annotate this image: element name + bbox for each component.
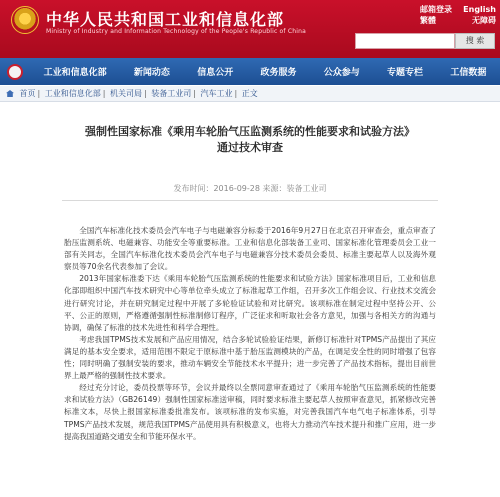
site-header	[0, 0, 500, 58]
main-nav	[0, 58, 500, 85]
article-paragraph: 全国汽车标准化技术委员会汽车电子与电磁兼容分标委于2016年9月27日在北京召开审查会，重点审查了胎压监测系统、电磁兼容、功能安全等重要标准。工业和信息化部装备工业司、国家标准化管理委员会工业一部有关同志，全国汽车标准化技术委员会汽车电子与电磁兼容分技术委员会委员、标准主要起草人以及海外观察员等70余名代表参加了会议。	[64, 226, 436, 272]
breadcrumb-separator: |	[37, 89, 41, 98]
nav-item-news[interactable]: 新闻动态	[133, 68, 170, 78]
breadcrumb-current: 正文	[241, 89, 258, 98]
article-body	[64, 225, 436, 443]
nav-item-public-participation[interactable]: 公众参与	[323, 68, 360, 78]
breadcrumb-separator: |	[234, 89, 238, 98]
nav-item-info-disclosure[interactable]: 信息公开	[197, 68, 234, 78]
breadcrumb-equipment-dept[interactable]: 装备工业司	[151, 89, 192, 98]
breadcrumb-home[interactable]: 首页	[19, 89, 36, 98]
nav-item-special-topics[interactable]: 专题专栏	[387, 68, 424, 78]
link-email-login[interactable]: 邮箱登录	[420, 5, 452, 14]
article-paragraph: 考虑我国TPMS技术发展和产品应用情况，结合多轮试验验证结果，新修订标准针对TPMS产品提出了其应满足的基本安全要求，适用范围不限定于原标准中基于胎压监测模块的产品，在调足安全性的同时增强了包容性；同时明确了强制安装的要求，推动车辆安全节能技术水平提升；进一步完善了产品技术指标，提出目前世界上最严格的强制性技术要求。	[64, 334, 436, 381]
nav-logo-icon[interactable]	[0, 58, 30, 85]
breadcrumb-separator: |	[193, 89, 196, 98]
nav-item-ministry[interactable]: 工业和信息化部	[43, 68, 107, 78]
article-title-line2: 通过技术审查	[217, 141, 283, 154]
national-emblem-icon[interactable]	[11, 6, 39, 34]
site-subtitle: Ministry of Industry and Information Technology of the People's Republic of China	[46, 28, 306, 35]
article-meta: 发布时间：2016-09-28 来源：装备工业司	[173, 184, 327, 193]
divider	[62, 200, 438, 201]
nav-item-data[interactable]: 工信数据	[450, 68, 487, 78]
article-paragraph: 2013年国家标准委下达《乘用车轮胎气压监测系统的性能要求和试验方法》国家标准项目后，工业和信息化部即组织中国汽车技术研究中心等单位牵头成立了标准起草工作组，召开多次工作组会议、行业技术交流会进行研究讨论，并在研究制定过程中开展了多轮验证试验和对比研究。该项标准在制定过程中坚持公开、公平、公正的原则，严格遵循强制性标准制修订程序，广泛征求和听取社会各方意见，加强与各相关方的沟通与协调，确保了标准的技术先进性和科学合理性。	[64, 274, 436, 332]
article-title	[0, 124, 500, 156]
home-icon	[6, 90, 14, 97]
search-button[interactable]: 搜 索	[455, 33, 495, 49]
link-accessibility[interactable]: 无障碍	[472, 16, 496, 25]
nav-item-gov-services[interactable]: 政务服务	[260, 68, 297, 78]
article-title-line1: 强制性国家标准《乘用车轮胎气压监测系统的性能要求和试验方法》	[85, 125, 415, 138]
article-paragraph: 经过充分讨论，委员投票等环节，会议并最终以全票同意审查通过了《乘用车轮胎气压监测系统的性能要求和试验方法》（GB26149）强制性国家标准送审稿，同时要求标准主要起草人按照审查意见，抓紧修改完善标准文本，尽快上报国家标准委批准发布。该项标准的发布实施，对完善我国汽车电气电子标准体系，引导TPMS产品技术发展，规范我国TPMS产品使用具有积极意义，也将大力推动汽车技术提升和推广应用，进一步提高我国道路交通安全和节能环保水平。	[64, 383, 436, 441]
breadcrumb-auto-industry[interactable]: 汽车工业	[200, 89, 233, 98]
breadcrumb-ministry[interactable]: 工业和信息化部	[44, 89, 101, 98]
breadcrumb-separator: |	[144, 89, 147, 98]
header-links	[420, 4, 496, 26]
breadcrumb	[0, 86, 500, 102]
site-title[interactable]: 中华人民共和国工业和信息化部	[46, 10, 285, 29]
breadcrumb-separator: |	[102, 89, 106, 98]
breadcrumb-departments[interactable]: 机关司局	[110, 89, 143, 98]
link-english[interactable]: English	[463, 5, 496, 14]
link-traditional[interactable]: 繁體	[420, 16, 436, 25]
search-input[interactable]	[355, 33, 455, 49]
